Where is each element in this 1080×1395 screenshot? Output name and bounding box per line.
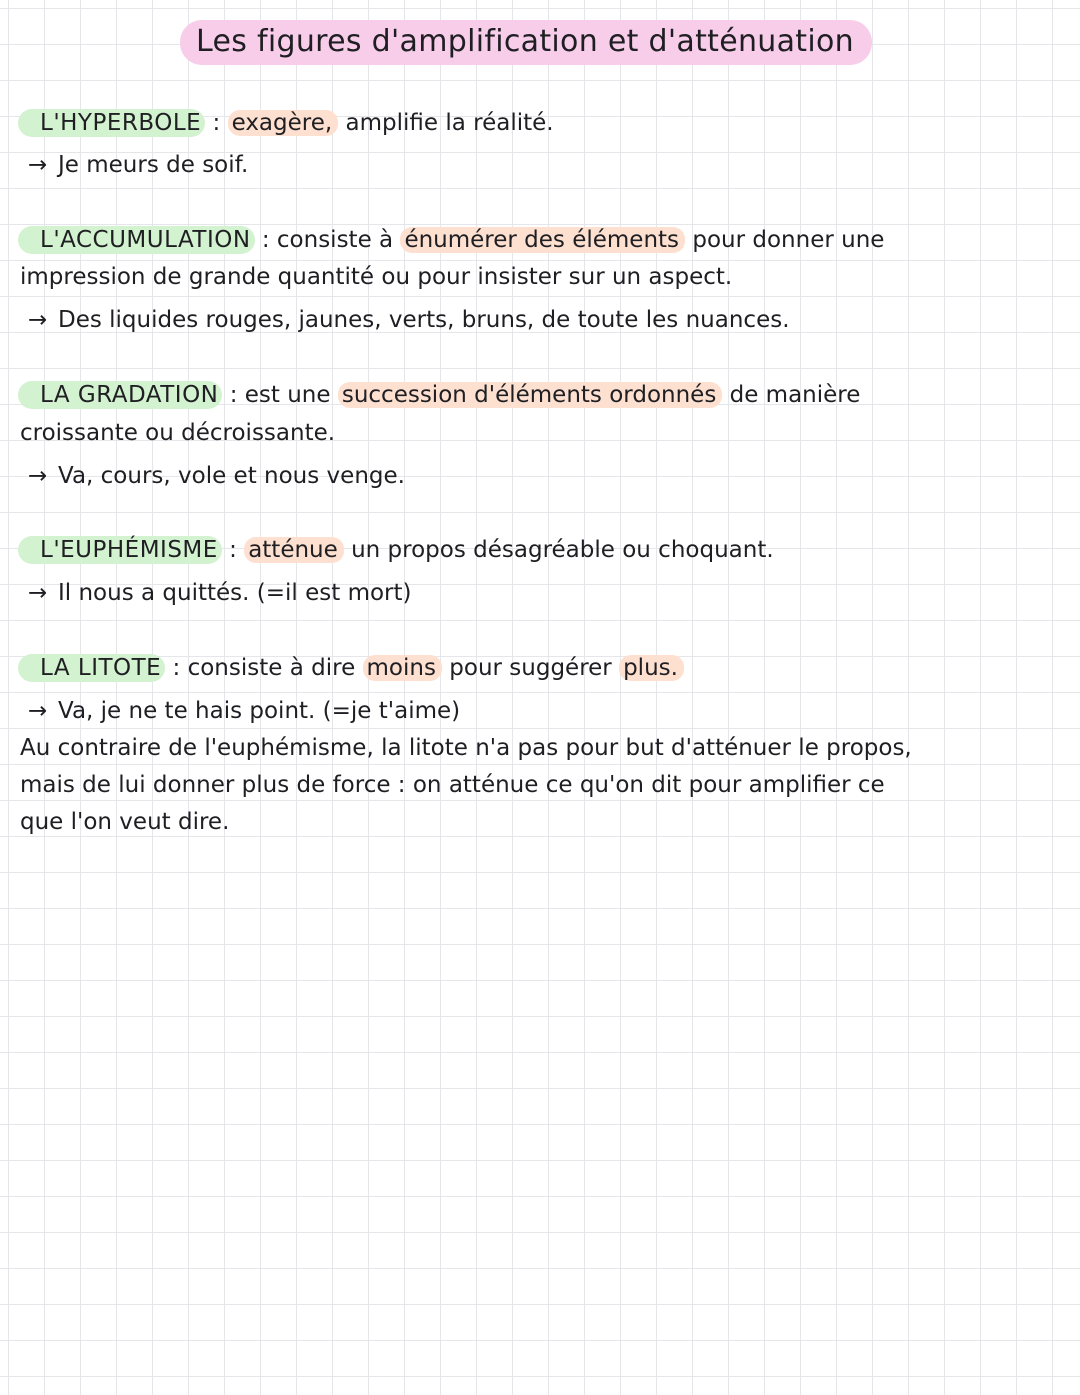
arrow-icon: → <box>28 152 48 178</box>
litote-note-line3: que l'on veut dire. <box>20 809 230 835</box>
euphemisme-example-text: Il nous a quittés. (=il est mort) <box>58 580 412 606</box>
accumulation-line2: impression de grande quantité ou pour insister sur un aspect. <box>20 264 733 290</box>
arrow-icon: → <box>28 580 48 606</box>
arrow-icon: → <box>28 698 48 724</box>
gradation-highlight: succession d'éléments ordonnés <box>338 382 722 408</box>
hyperbole-sep: : <box>205 110 228 136</box>
litote-mid: pour suggérer <box>441 655 620 681</box>
litote-note-line1: Au contraire de l'euphémisme, la litote n'a pas pour but d'atténuer le propos, <box>20 735 912 761</box>
arrow-icon: → <box>28 307 48 333</box>
euphemisme-definition <box>40 535 774 565</box>
accumulation-highlight: énumérer des éléments <box>400 227 685 253</box>
euphemisme-sep: : <box>221 537 245 563</box>
euphemisme-example <box>28 578 412 608</box>
hyperbole-example-text: Je meurs de soif. <box>58 152 249 178</box>
accumulation-example <box>28 305 790 335</box>
accumulation-term: L'ACCUMULATION <box>18 226 255 254</box>
gradation-definition <box>40 380 860 410</box>
gradation-term: LA GRADATION <box>18 381 222 409</box>
euphemisme-highlight: atténue <box>244 537 344 563</box>
euphemisme-term: L'EUPHÉMISME <box>18 536 222 564</box>
arrow-icon: → <box>28 463 48 489</box>
accumulation-example-text: Des liquides rouges, jaunes, verts, bruns, de toute les nuances. <box>58 307 790 333</box>
accumulation-sep: : consiste à <box>254 227 401 253</box>
hyperbole-highlight: exagère, <box>228 110 339 136</box>
title-container <box>180 20 872 65</box>
gradation-example <box>28 461 405 491</box>
gradation-after: de manière <box>722 382 861 408</box>
litote-highlight: moins <box>363 655 442 681</box>
gradation-sep: : est une <box>222 382 338 408</box>
litote-example <box>28 696 460 726</box>
gradation-line2: croissante ou décroissante. <box>20 420 336 446</box>
accumulation-definition <box>40 225 884 255</box>
accumulation-after: pour donner une <box>685 227 885 253</box>
hyperbole-after: amplifie la réalité. <box>338 110 554 136</box>
litote-sep: : consiste à dire <box>165 655 363 681</box>
litote-note-line2: mais de lui donner plus de force : on atténue ce qu'on dit pour amplifier ce <box>20 772 885 798</box>
euphemisme-after: un propos désagréable ou choquant. <box>343 537 774 563</box>
gradation-example-text: Va, cours, vole et nous venge. <box>58 463 405 489</box>
litote-definition <box>40 653 684 683</box>
litote-example-text: Va, je ne te hais point. (=je t'aime) <box>58 698 461 724</box>
litote-term: LA LITOTE <box>18 654 165 682</box>
litote-highlight-2: plus. <box>619 655 684 681</box>
hyperbole-term: L'HYPERBOLE <box>18 109 205 137</box>
hyperbole-definition <box>40 108 554 138</box>
page-title: Les figures d'amplification et d'atténuation <box>180 20 872 65</box>
hyperbole-example <box>28 150 248 180</box>
